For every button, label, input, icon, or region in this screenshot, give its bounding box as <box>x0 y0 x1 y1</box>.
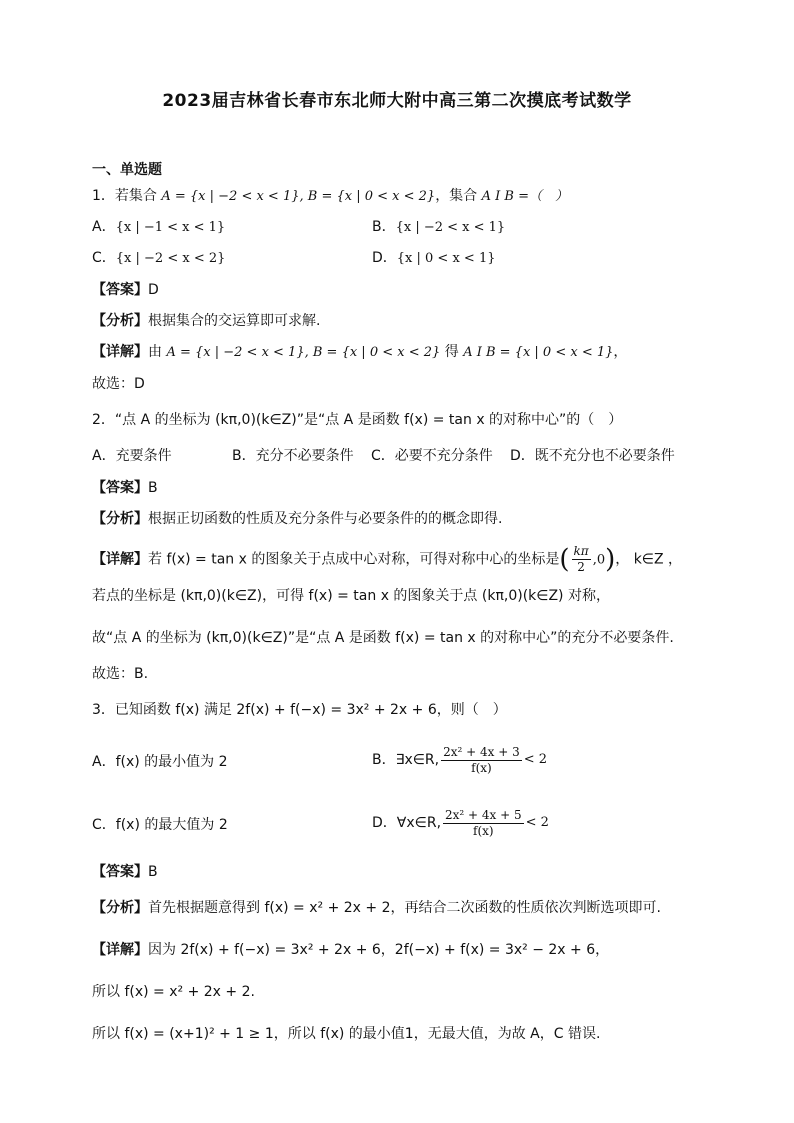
answer-value: B <box>148 864 158 880</box>
q1-option-b <box>372 217 505 238</box>
q2-option-a: A．充要条件 <box>92 448 172 464</box>
document-title: 2023届吉林省长春市东北师大附中高三第二次摸底考试数学 <box>162 91 632 111</box>
left-paren: ( <box>559 544 570 575</box>
q3-detail-line-2: 所以 f(x) = x² + 2x + 2. <box>92 984 255 1000</box>
q2-analysis <box>92 509 502 529</box>
q3-answer <box>92 862 158 882</box>
fraction <box>441 745 522 776</box>
q1-option-d <box>372 248 496 269</box>
q1-option-c <box>92 248 225 269</box>
q2-stem: 2．“点 A 的坐标为 (kπ,0)(k∈Z)”是“点 A 是函数 f(x) = tan x 的对称中心”的（ ） <box>92 412 623 428</box>
q1-stem <box>92 186 568 207</box>
fraction-denominator: f(x) <box>473 823 494 838</box>
detail-text: 因为 2f(x) + f(−x) = 3x² + 2x + 6，2f(−x) + f(x) = 3x² − 2x + 6， <box>148 942 610 958</box>
detail-text: 由 <box>148 344 167 360</box>
fraction-denominator: f(x) <box>471 760 492 775</box>
detail-text: ， <box>613 344 628 360</box>
section-heading: 一、单选题 <box>92 162 162 178</box>
answer-value: D <box>148 282 159 298</box>
option-prefix: D．∀x∈R, <box>372 815 442 831</box>
answer-tag: 【答案】 <box>92 282 148 298</box>
analysis-text: 根据正切函数的性质及充分条件与必要条件的的概念即得. <box>148 511 503 527</box>
q2-option-c: C．必要不充分条件 <box>371 448 493 464</box>
q3-analysis <box>92 898 661 918</box>
q1-answer <box>92 280 159 300</box>
q1-stem-sets: A = {x | −2 < x < 1}, B = {x | 0 < x < 2} <box>161 189 436 204</box>
detail-text: 若 f(x) = tan x 的图象关于点成中心对称，可得对称中心的坐标是 <box>148 551 560 568</box>
q2-option-d: D．既不充分也不必要条件 <box>510 448 675 464</box>
fraction <box>443 808 524 839</box>
q1-detail <box>92 342 627 363</box>
option-prefix: B．∃x∈R, <box>372 752 440 768</box>
answer-tag: 【答案】 <box>92 864 148 880</box>
q3-option-c: C．f(x) 的最大值为 2 <box>92 817 228 833</box>
q2-detail-line-3: 故“点 A 的坐标为 (kπ,0)(k∈Z)”是“点 A 是函数 f(x) = tan x 的对称中心”的充分不必要条件. <box>92 630 674 646</box>
q2-detail-line-1 <box>92 544 682 575</box>
fraction-numerator: 2x² + 4x + 3 <box>443 744 520 759</box>
fraction-numerator: kπ <box>573 544 589 558</box>
fraction <box>572 544 591 575</box>
option-suffix: < 2 <box>525 815 549 830</box>
q1-conclusion: 故选：D <box>92 376 145 392</box>
q2-option-b: B．充分不必要条件 <box>232 448 354 464</box>
q1-option-letter: B． <box>372 219 396 235</box>
fraction-numerator: 2x² + 4x + 5 <box>445 807 522 822</box>
detail-math: A = {x | −2 < x < 1}, B = {x | 0 < x < 2} <box>166 345 441 360</box>
q1-analysis <box>92 311 320 331</box>
detail-tag: 【详解】 <box>92 942 148 958</box>
q1-stem-prefix: 1．若集合 <box>92 188 162 204</box>
detail-text: ， k∈Z ， <box>615 551 683 568</box>
q3-stem: 3．已知函数 f(x) 满足 2f(x) + f(−x) = 3x² + 2x + 6，则（ ） <box>92 702 507 718</box>
q1-option-text: {x | −1 < x < 1} <box>115 220 226 235</box>
q3-option-a: A．f(x) 的最小值为 2 <box>92 754 228 770</box>
q1-option-letter: A． <box>92 219 116 235</box>
q3-option-b <box>372 738 547 782</box>
answer-value: B <box>148 480 158 496</box>
analysis-tag: 【分析】 <box>92 511 148 527</box>
q1-option-letter: C． <box>92 250 116 266</box>
detail-text: 得 <box>440 344 464 360</box>
q1-option-a <box>92 217 225 238</box>
q2-answer <box>92 478 158 498</box>
answer-tag: 【答案】 <box>92 480 148 496</box>
q3-detail-line-1 <box>92 940 609 960</box>
analysis-text: 根据集合的交运算即可求解. <box>148 313 321 329</box>
q3-option-d <box>372 801 549 845</box>
right-paren: ) <box>605 544 616 575</box>
q3-detail-line-3: 所以 f(x) = (x+1)² + 1 ≥ 1，所以 f(x) 的最小值1，无最大值，为故 A，C 错误. <box>92 1026 601 1042</box>
detail-math: A I B = {x | 0 < x < 1} <box>463 345 614 360</box>
detail-math: ,0 <box>592 552 606 568</box>
detail-tag: 【详解】 <box>92 344 148 360</box>
analysis-tag: 【分析】 <box>92 900 148 916</box>
analysis-tag: 【分析】 <box>92 313 148 329</box>
fraction-denominator: 2 <box>577 560 585 574</box>
option-suffix: < 2 <box>523 752 548 767</box>
q2-conclusion: 故选：B. <box>92 666 149 682</box>
q1-stem-intersection: A I B =（ ） <box>481 189 569 204</box>
q1-option-text: {x | −2 < x < 2} <box>115 251 226 266</box>
q1-option-text: {x | −2 < x < 1} <box>395 220 506 235</box>
detail-tag: 【详解】 <box>92 551 148 568</box>
q1-option-text: {x | 0 < x < 1} <box>396 251 496 266</box>
analysis-text: 首先根据题意得到 f(x) = x² + 2x + 2，再结合二次函数的性质依次判断选项即可. <box>148 900 661 916</box>
q1-stem-mid: ，集合 <box>435 188 482 204</box>
q1-option-letter: D． <box>372 250 397 266</box>
q2-detail-line-2: 若点的坐标是 (kπ,0)(k∈Z)，可得 f(x) = tan x 的图象关于点 (kπ,0)(k∈Z) 对称， <box>92 588 610 604</box>
